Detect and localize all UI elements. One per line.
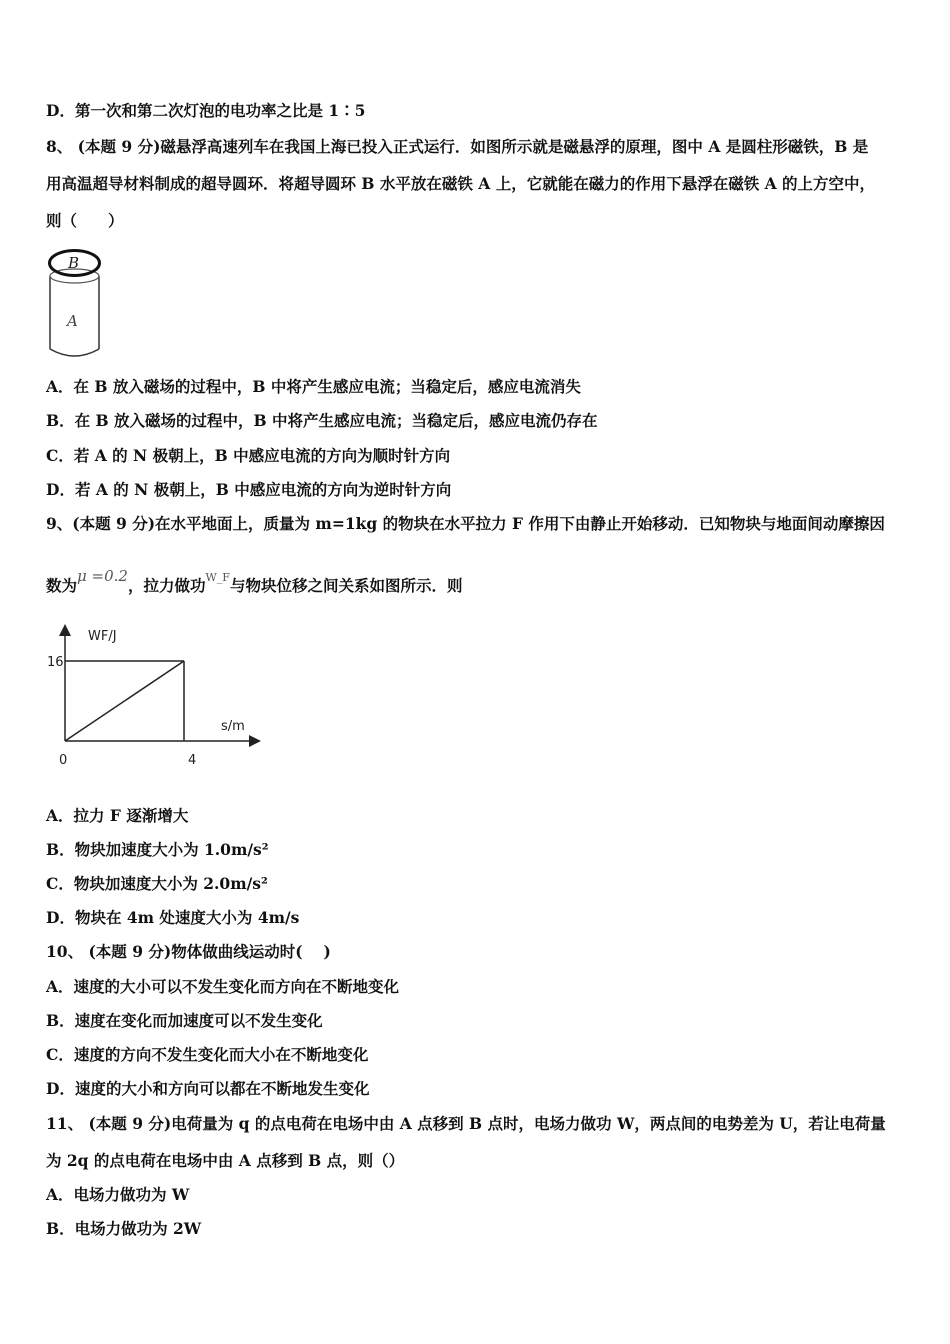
q9-option-d: D．物块在 4m 处速度大小为 4m/s [46, 908, 300, 927]
q9-option-a: A．拉力 F 逐渐增大 [46, 806, 189, 825]
q9-option-c: C．物块加速度大小为 2.0m/s² [46, 874, 268, 893]
q8-option-c: C．若 A 的 N 极朝上，B 中感应电流的方向为顺时针方向 [46, 446, 451, 465]
data-series-line [65, 661, 184, 741]
work-displacement-chart [40, 620, 270, 775]
q9-text-pre: 数为 [46, 576, 78, 595]
q9-text-post: 与物块位移之间关系如图所示．则 [229, 576, 463, 595]
x-tick-label-4: 4 [188, 753, 197, 768]
q10-option-c: C．速度的方向不发生变化而大小在不断地变化 [46, 1045, 369, 1064]
q10-stem: 10、 (本题 9 分)物体做曲线运动时( ) [46, 942, 331, 961]
x-axis-label: s/m [221, 719, 245, 734]
wf-symbol: W_F [205, 571, 230, 584]
q9-text-mid: ，拉力做功 [127, 576, 206, 595]
q11-stem-line2: 为 2q 的点电荷在电场中由 A 点移到 B 点，则（） [46, 1151, 405, 1170]
q8-stem-line2: 用高温超导材料制成的超导圆环．将超导圆环 B 水平放在磁铁 A 上，它就能在磁力的作用下悬浮在磁铁 A 的上方空中， [46, 174, 876, 193]
mu-formula: μ =0.2 [77, 567, 128, 585]
magnet-figure [44, 246, 106, 362]
q11-option-b: B．电场力做功为 2W [46, 1219, 202, 1238]
y-axis-label: WF/J [88, 629, 117, 644]
ring-label: B [68, 254, 80, 272]
q8-stem-line1: 8、 (本题 9 分)磁悬浮高速列车在我国上海已投入正式运行．如图所示就是磁悬浮的原理，图中 A 是圆柱形磁铁，B 是 [46, 137, 869, 156]
q9-stem-line1: 9、(本题 9 分)在水平地面上，质量为 m=1kg 的物块在水平拉力 F 作用下由静止开始移动．已知物块与地面间动摩擦因 [46, 514, 885, 533]
q9-option-b: B．物块加速度大小为 1.0m/s² [46, 840, 269, 859]
q11-stem-line1: 11、 (本题 9 分)电荷量为 q 的点电荷在电场中由 A 点移到 B 点时，电场力做功 W，两点间的电势差为 U，若让电荷量 [46, 1114, 886, 1133]
q7-option-d: D．第一次和第二次灯泡的电功率之比是 1∶5 [46, 101, 366, 120]
x-tick-label-0: 0 [59, 753, 68, 768]
q10-option-d: D．速度的大小和方向可以都在不断地发生变化 [46, 1079, 370, 1098]
q8-option-a: A．在 B 放入磁场的过程中，B 中将产生感应电流；当稳定后，感应电流消失 [46, 377, 581, 396]
q11-option-a: A．电场力做功为 W [46, 1185, 190, 1204]
cylinder-label: A [67, 312, 78, 330]
q8-option-d: D．若 A 的 N 极朝上，B 中感应电流的方向为逆时针方向 [46, 480, 452, 499]
q8-option-b: B．在 B 放入磁场的过程中，B 中将产生感应电流；当稳定后，感应电流仍存在 [46, 411, 598, 430]
y-tick-label-16: 16 [47, 655, 64, 670]
q10-option-a: A．速度的大小可以不发生变化而方向在不断地变化 [46, 977, 400, 996]
q9-stem-line2 [46, 567, 463, 598]
q8-stem-line3: 则（ ） [46, 211, 124, 230]
q10-option-b: B．速度在变化而加速度可以不发生变化 [46, 1011, 323, 1030]
